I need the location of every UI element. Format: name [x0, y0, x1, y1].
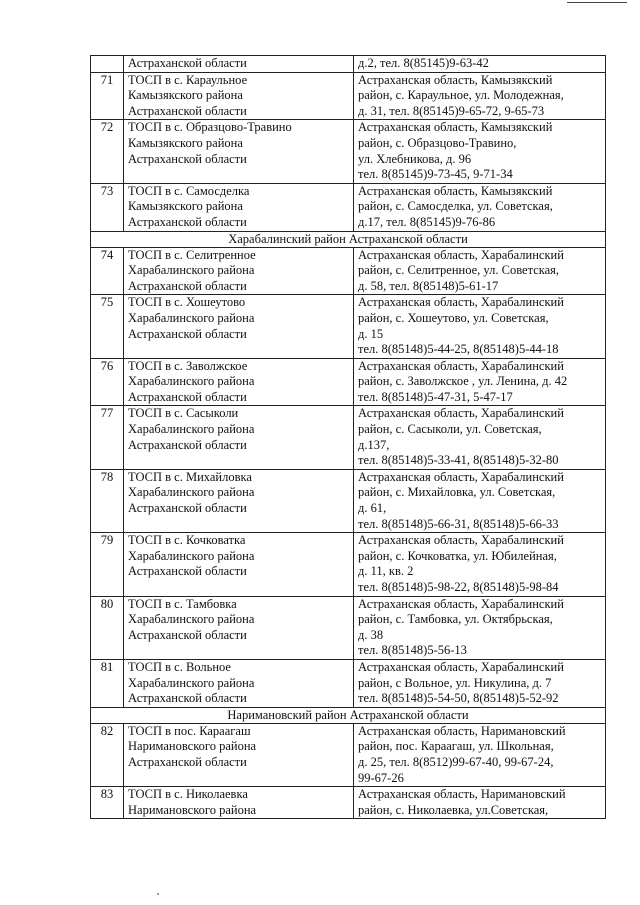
office-name-cell: [124, 295, 354, 358]
office-name-cell: [124, 247, 354, 295]
office-address-cell: [354, 659, 606, 707]
office-name-line: ТОСП в с. Вольное: [128, 659, 231, 674]
office-name-cell: [124, 406, 354, 469]
scan-artifact: [157, 893, 159, 895]
office-address-line: Астраханская область, Харабалинский: [358, 247, 564, 262]
office-name-line: Наримановского района: [128, 802, 257, 817]
row-number: 83: [91, 787, 124, 819]
office-address-cell: [354, 596, 606, 659]
office-name-line: Харабалинского района: [128, 675, 255, 690]
page-edge-mark: [567, 2, 627, 3]
office-row: [91, 596, 606, 659]
office-row: [91, 295, 606, 358]
offices-table: [90, 55, 606, 819]
office-row: [91, 183, 606, 231]
office-name-line: ТОСП в пос. Караагаш: [128, 723, 251, 738]
office-name-line: Харабалинского района: [128, 612, 255, 627]
office-row: [91, 406, 606, 469]
office-name-line: ТОСП в с. Михайловка: [128, 469, 252, 484]
office-name-line: Астраханской области: [128, 151, 247, 166]
office-address-line: Астраханская область, Наримановский: [358, 723, 566, 738]
office-name-line: Наримановского района: [128, 739, 257, 754]
district-heading: Наримановский район Астраханской области: [91, 707, 606, 723]
office-name-cell: [124, 723, 354, 786]
row-number: 80: [91, 596, 124, 659]
office-address-cell: [354, 787, 606, 819]
office-address-line: ул. Хлебникова, д. 96: [358, 151, 472, 166]
office-name-line: Астраханской области: [128, 103, 247, 118]
office-name-cell: [124, 358, 354, 406]
office-name-cell: [124, 787, 354, 819]
office-address-line: Астраханская область, Харабалинский: [358, 533, 564, 548]
office-address-line: район, с. Заволжское , ул. Ленина, д. 42: [358, 374, 568, 389]
office-row: [91, 533, 606, 596]
office-name-cell: [124, 469, 354, 532]
office-name-cell: [124, 596, 354, 659]
office-name-line: Харабалинского района: [128, 310, 255, 325]
office-address-line: д. 31, тел. 8(85145)9-65-72, 9-65-73: [358, 103, 545, 118]
office-name-line: ТОСП в с. Самосделка: [128, 183, 250, 198]
office-address-cell: [354, 469, 606, 532]
office-name-line: Харабалинского района: [128, 374, 255, 389]
office-name-line: ТОСП в с. Селитренное: [128, 247, 256, 262]
office-name-line: Астраханской области: [128, 501, 247, 516]
office-address-line: район, с Вольное, ул. Никулина, д. 7: [358, 675, 552, 690]
row-number: 75: [91, 295, 124, 358]
office-name-line: Астраханской области: [128, 389, 247, 404]
row-number: 73: [91, 183, 124, 231]
office-address-line: район, с. Тамбовка, ул. Октябрьская,: [358, 612, 553, 627]
office-name-cell: [124, 56, 354, 73]
office-address-line: д. 15: [358, 326, 384, 341]
office-address-line: Астраханская область, Камызякский: [358, 183, 553, 198]
office-address-line: тел. 8(85148)5-47-31, 5-47-17: [358, 389, 513, 404]
office-address-cell: [354, 183, 606, 231]
office-address-line: район, с. Михайловка, ул. Советская,: [358, 485, 556, 500]
office-address-line: Астраханская область, Харабалинский: [358, 596, 564, 611]
row-number: 74: [91, 247, 124, 295]
row-number: 77: [91, 406, 124, 469]
office-name-line: Астраханской области: [128, 691, 247, 706]
office-address-line: район, с. Николаевка, ул.Советская,: [358, 802, 549, 817]
office-row: [91, 723, 606, 786]
office-address-line: д. 61,: [358, 501, 387, 516]
office-name-cell: [124, 533, 354, 596]
office-row: [91, 469, 606, 532]
office-address-cell: [354, 406, 606, 469]
office-address-line: 99-67-26: [358, 770, 404, 785]
office-address-line: Астраханская область, Харабалинский: [358, 659, 564, 674]
row-number: 78: [91, 469, 124, 532]
office-name-cell: [124, 659, 354, 707]
office-address-line: тел. 8(85148)5-33-41, 8(85148)5-32-80: [358, 453, 559, 468]
office-name-line: Астраханской области: [128, 754, 247, 769]
office-name-line: ТОСП в с. Караульное: [128, 72, 248, 87]
office-row: [91, 659, 606, 707]
office-address-line: Астраханская область, Харабалинский: [358, 469, 564, 484]
district-section-row: [91, 707, 606, 723]
office-address-line: район, с. Образцово-Травино,: [358, 135, 517, 150]
office-row: [91, 358, 606, 406]
row-number: 76: [91, 358, 124, 406]
office-name-line: Харабалинского района: [128, 263, 255, 278]
office-name-cell: [124, 183, 354, 231]
office-name-line: Камызякского района: [128, 199, 243, 214]
office-name-line: ТОСП в с. Николаевка: [128, 787, 248, 802]
office-name-line: ТОСП в с. Кочковатка: [128, 533, 246, 548]
office-address-line: район, с. Селитренное, ул. Советская,: [358, 263, 560, 278]
office-address-line: район, пос. Караагаш, ул. Школьная,: [358, 739, 554, 754]
office-row: [91, 247, 606, 295]
office-name-line: Астраханской области: [128, 214, 247, 229]
office-address-line: Астраханская область, Камызякский: [358, 72, 553, 87]
district-heading: Харабалинский район Астраханской области: [91, 231, 606, 247]
office-address-line: д.137,: [358, 437, 390, 452]
office-row: [91, 787, 606, 819]
office-address-line: тел. 8(85148)5-66-31, 8(85148)5-66-33: [358, 516, 559, 531]
office-name-line: ТОСП в с. Тамбовка: [128, 596, 237, 611]
office-row: [91, 120, 606, 183]
office-address-cell: [354, 295, 606, 358]
office-name-line: Камызякского района: [128, 135, 243, 150]
office-name-line: Харабалинского района: [128, 548, 255, 563]
office-name-line: ТОСП в с. Хошеутово: [128, 295, 246, 310]
office-address-line: д. 38: [358, 627, 384, 642]
offices-table-body: [91, 56, 606, 819]
office-address-line: район, с. Самосделка, ул. Советская,: [358, 199, 553, 214]
district-section-row: [91, 231, 606, 247]
office-address-line: Астраханская область, Харабалинский: [358, 406, 564, 421]
office-address-cell: [354, 56, 606, 73]
row-number: 81: [91, 659, 124, 707]
office-address-line: тел. 8(85148)5-44-25, 8(85148)5-44-18: [358, 342, 559, 357]
office-address-line: д. 58, тел. 8(85148)5-61-17: [358, 278, 499, 293]
row-number: [91, 56, 124, 73]
office-name-line: ТОСП в с. Заволжское: [128, 358, 248, 373]
office-name-cell: [124, 120, 354, 183]
office-address-line: тел. 8(85148)5-98-22, 8(85148)5-98-84: [358, 580, 559, 594]
office-name-line: Астраханской области: [128, 627, 247, 642]
office-address-cell: [354, 723, 606, 786]
office-address-line: Астраханская область, Камызякский: [358, 120, 553, 135]
office-name-line: ТОСП в с. Сасыколи: [128, 406, 239, 421]
office-address-cell: [354, 533, 606, 596]
office-address-line: д. 11, кв. 2: [358, 564, 414, 579]
row-number: 79: [91, 533, 124, 596]
office-name-line: Астраханской области: [128, 326, 247, 341]
office-name-line: Астраханской области: [128, 56, 247, 70]
office-address-line: Астраханская область, Наримановский: [358, 787, 566, 802]
office-name-line: Камызякского района: [128, 88, 243, 103]
office-address-cell: [354, 120, 606, 183]
office-address-line: тел. 8(85145)9-73-45, 9-71-34: [358, 167, 513, 182]
office-name-line: ТОСП в с. Образцово-Травино: [128, 120, 292, 135]
office-address-line: Астраханская область, Харабалинский: [358, 295, 564, 310]
office-name-line: Харабалинского района: [128, 485, 255, 500]
office-address-cell: [354, 358, 606, 406]
office-address-cell: [354, 247, 606, 295]
office-address-line: д.17, тел. 8(85145)9-76-86: [358, 214, 496, 229]
office-name-line: Астраханской области: [128, 278, 247, 293]
office-name-line: Астраханской области: [128, 564, 247, 579]
office-row: [91, 56, 606, 73]
office-address-line: район, с. Кочковатка, ул. Юбилейная,: [358, 548, 557, 563]
office-address-line: район, с. Сасыколи, ул. Советская,: [358, 422, 542, 437]
office-address-line: тел. 8(85148)5-56-13: [358, 643, 467, 658]
office-name-line: Харабалинского района: [128, 422, 255, 437]
office-address-line: д.2, тел. 8(85145)9-63-42: [358, 56, 489, 70]
office-name-line: Астраханской области: [128, 437, 247, 452]
office-row: [91, 72, 606, 120]
office-address-line: район, с. Хошеутово, ул. Советская,: [358, 310, 549, 325]
row-number: 71: [91, 72, 124, 120]
office-address-line: район, с. Караульное, ул. Молодежная,: [358, 88, 564, 103]
office-name-cell: [124, 72, 354, 120]
office-address-line: Астраханская область, Харабалинский: [358, 358, 564, 373]
office-address-line: тел. 8(85148)5-54-50, 8(85148)5-52-92: [358, 691, 559, 706]
office-address-line: д. 25, тел. 8(8512)99-67-40, 99-67-24,: [358, 754, 554, 769]
office-address-cell: [354, 72, 606, 120]
row-number: 82: [91, 723, 124, 786]
row-number: 72: [91, 120, 124, 183]
